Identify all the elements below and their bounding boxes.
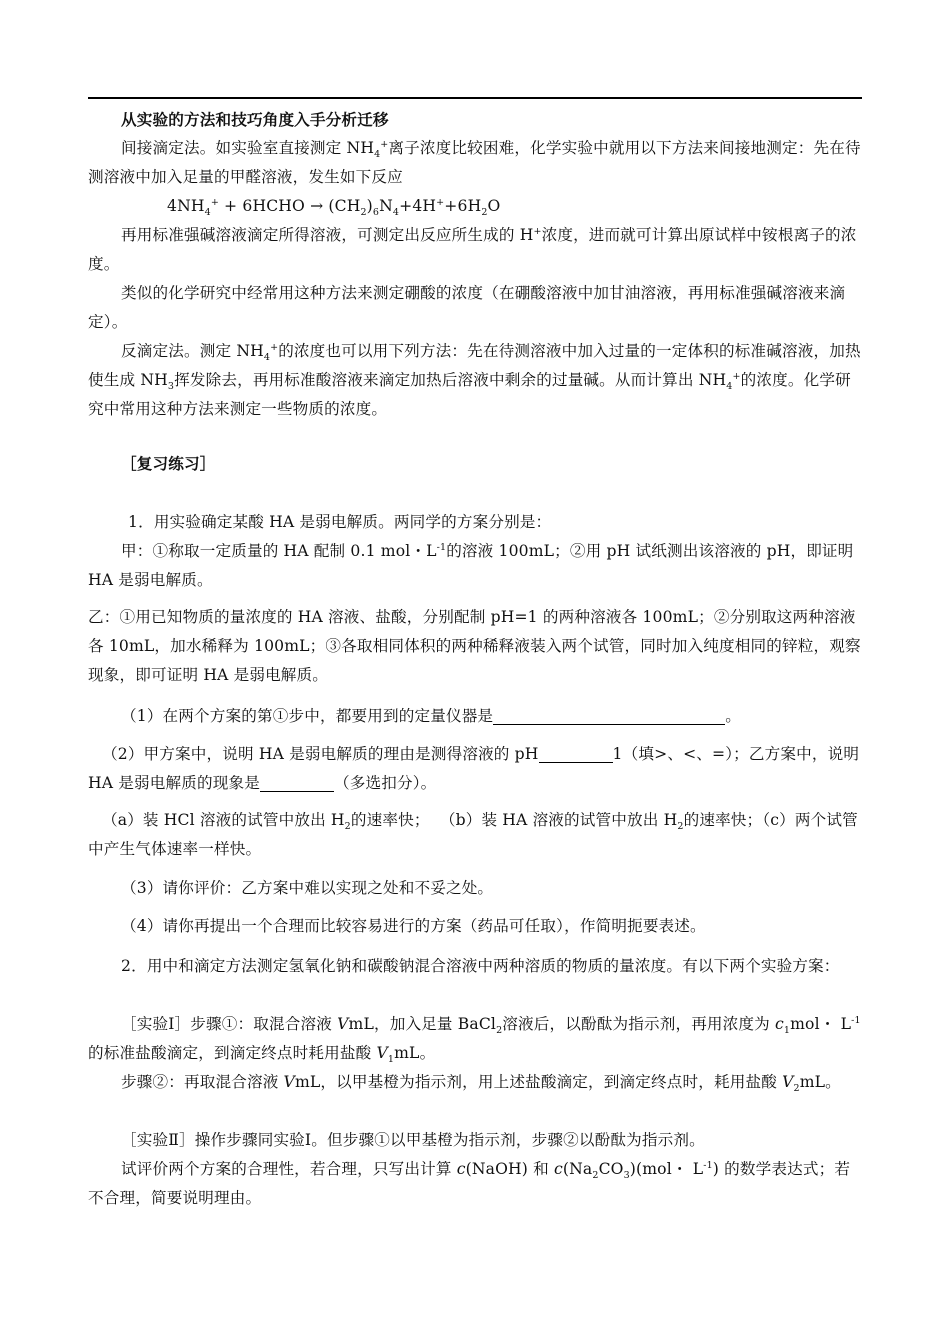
question-1-part-3: （3）请你评价：乙方案中难以实现之处和不妥之处。 (121, 879, 494, 897)
answer-blank-instrument[interactable] (493, 706, 725, 725)
question-1-part-2: （2）甲方案中，说明 HA 是弱电解质的理由是测得溶液的 pH 1（填>、<、=）；乙方案中，说明 HA 是弱电解质的现象是 （多选扣分）。 (88, 745, 860, 792)
question-1-part-1: （1）在两个方案的第①步中，都要用到的定量仪器是 。 (121, 707, 741, 725)
section-heading: 从实验的方法和技巧角度入手分析迁移 (121, 110, 389, 129)
question-1-plan-jia: 甲：①称取一定质量的 HA 配制 0.1 mol・$L^{-1}$的溶液 100mL；②用 pH 试纸测出该溶液的 pH，即证明 HA 是弱电解质。 (88, 541, 854, 589)
question-2-experiment-1-step-1: ［实验Ⅰ］步骤①：取混合溶液 VmL，加入足量 BaCl$_2$溶液后，以酚酞为指示剂，再用浓度为 $c_1mol$・ $L^{-1}$ 的标准盐酸滴定，到滴定终点时耗用盐酸 $V_1mL$。 (88, 1014, 861, 1066)
question-1-part-4: （4）请你再提出一个合理而比较容易进行的方案（药品可任取），作简明扼要表述。 (121, 917, 706, 935)
question-2-intro: 2．用中和滴定方法测定氢氧化钠和碳酸钠混合溶液中两种溶质的物质的量浓度。有以下两个实验方案： (121, 957, 840, 975)
question-1-plan-yi: 乙：①用已知物质的量浓度的 HA 溶液、盐酸，分别配制 pH=1 的两种溶液各 100mL；②分别取这两种溶液各 10mL，加水稀释为 100mL；③各取相同体积的两种稀释液装入两个试管，同时加入纯度相同的锌粒，观察现象，即可证明 HA 是弱电解质。 (88, 608, 861, 684)
paragraph-back-titration: 反滴定法。测定 $NH_4^+$的浓度也可以用下列方法：先在待测溶液中加入过量的一定体积的标准碱溶液，加热使生成 $NH_3$挥发除去，再用标准酸溶液来滴定加热后溶液中剩余的过量碱。从而计算出 $NH_4^+$的浓度。化学研究中常用这种方法来测定一些物质的浓度。 (88, 341, 861, 418)
question-2-experiment-2: ［实验Ⅱ］操作步骤同实验Ⅰ。但步骤①以甲基橙为指示剂，步骤②以酚酞为指示剂。 (121, 1131, 705, 1149)
question-2-experiment-1-step-2: 步骤②：再取混合溶液 VmL，以甲基橙为指示剂，用上述盐酸滴定，到滴定终点时，耗用盐酸 $V_2mL$。 (121, 1073, 841, 1095)
header-rule (88, 97, 862, 99)
paragraph-boric-acid: 类似的化学研究中经常用这种方法来测定硼酸的浓度（在硼酸溶液中加甘油溶液，再用标准强碱溶液来滴定）。 (88, 284, 846, 331)
question-1-intro: 1．用实验确定某酸 HA 是弱电解质。两同学的方案分别是： (128, 513, 552, 531)
paragraph-indirect-titration: 间接滴定法。如实验室直接测定 $NH_4^+$离子浓度比较困难，化学实验中就用以下方法来间接地测定：先在待测溶液中加入足量的甲醛溶液，发生如下反应 (88, 138, 861, 186)
paragraph-titrate: 再用标准强碱溶液滴定所得溶液，可测定出反应所生成的 H+浓度，进而就可计算出原试样中铵根离子的浓度。 (88, 225, 857, 273)
reaction-equation: $4NH_4^+$ + 6HCHO → $(CH_2)_6N_4+4H^++6H_2O$ (167, 196, 501, 219)
answer-blank-ph[interactable] (539, 744, 613, 763)
review-heading: ［复习练习］ (121, 454, 216, 473)
question-1-options: （a）装 HCl 溶液的试管中放出 $H_2$的速率快； （b）装 HA 溶液的试管中放出 $H_2$的速率快；（c）两个试管中产生气体速率一样快。 (88, 811, 858, 858)
question-2-evaluation: 试评价两个方案的合理性，若合理，只写出计算 c(NaOH) 和 $c(Na_2CO_3)(mol$・ $L^{-1}$) 的数学表达式；若不合理，简要说明理由。 (88, 1159, 851, 1207)
answer-blank-phenomenon[interactable] (260, 773, 334, 792)
